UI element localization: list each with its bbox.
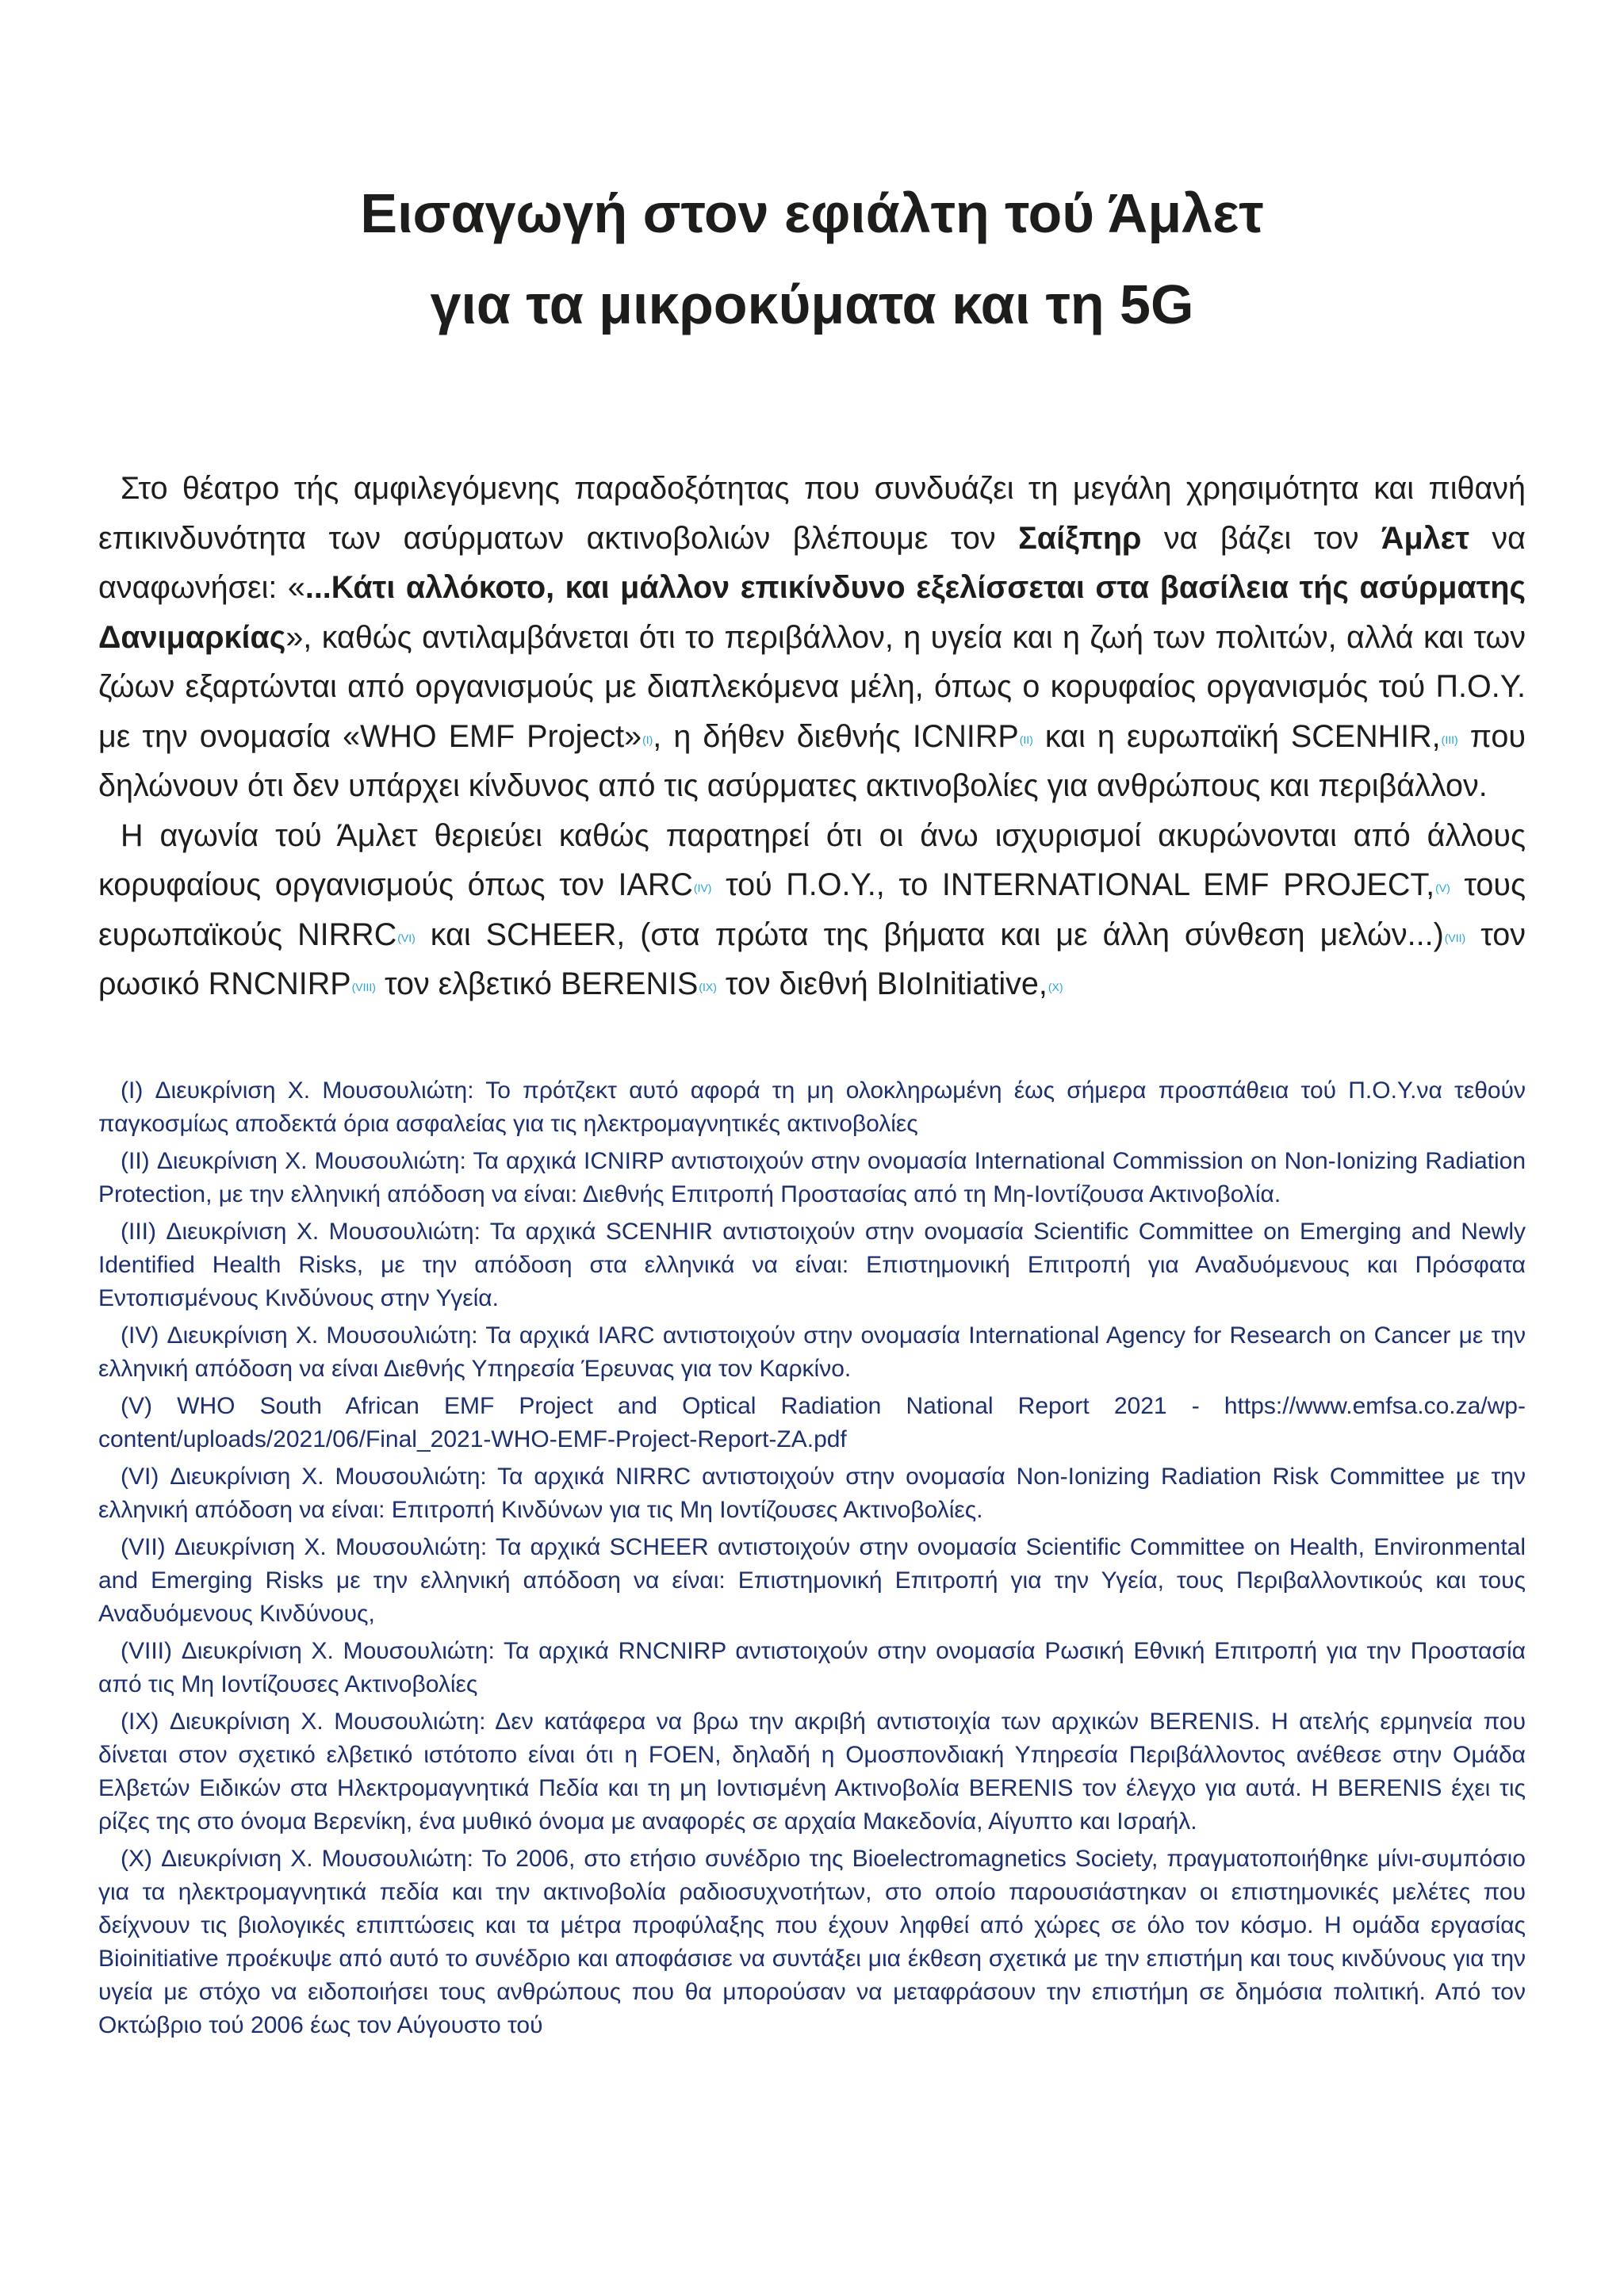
- body-text: [98, 464, 1526, 1009]
- footnote-item: (IX) Διευκρίνιση Χ. Μουσουλιώτη: Δεν κατάφερα να βρω την ακριβή αντιστοιχία των αρχικών BERENIS. Η ατελής ερμηνεία που δίνεται στον σχετικό ελβετικό ιστότοπο είναι ότι η FOEN, δηλαδή η Ομοσπονδιακή Υπηρεσία Περιβάλλοντος ανέθεσε στην Ομάδα Ελβετών Ειδικών στα Ηλεκτρομαγνητικά Πεδία και τη μη Ιοντισμένη Ακτινοβολία BERENIS τον έλεγχο για αυτά. Η BERENIS έχει τις ρίζες της στο όνομα Βερενίκη, ένα μυθικό όνομα με αναφορές σε αρχαία Μακεδονία, Αίγυπτο και Ισραήλ.: [98, 1709, 1526, 1835]
- text-segment: τού Π.Ο.Υ., το INTERNATIONAL EMF PROJECT,: [711, 867, 1435, 902]
- text-segment: και η ευρωπαϊκή SCENHIR,: [1032, 718, 1441, 754]
- footnote-item: (III) Διευκρίνιση Χ. Μουσουλιώτη: Τα αρχικά SCENHIR αντιστοιχούν στην ονομασία Scientific Committee on Emerging and Newly Identified Health Risks, με την απόδοση στα ελληνικά να είναι: Επιστημονική Επιτροπή για Αναδυόμενους και Πρόσφατα Εντοπισμένους Κινδύνους στην Υγεία.: [98, 1219, 1526, 1311]
- text-segment: », καθώς αντιλαμβάνεται ότι το περιβάλλον, η υγεία και η ζωή των πολιτών, αλλά και των ζώων εξαρτώνται από οργανισμούς με διαπλεκόμενα μέλη, όπως ο κορυφαίος οργανισμός τού Π.Ο.Υ. με την ονομασία «WHO EMF Project»: [98, 619, 1526, 754]
- footnote-item: (X) Διευκρίνιση Χ. Μουσουλιώτη: Το 2006, στο ετήσιο συνέδριο της Bioelectromagnetics Society, πραγματοποιήθηκε μίνι-συμπόσιο για τα ηλεκτρομαγνητικά πεδία και την ακτινοβολία ραδιοσυχνοτήτων, στο οποίο παρουσιάστηκαν οι επιστημονικές μελέτες που δείχνουν τις βιολογικές επιπτώσεις και τα μέτρα προφύλαξης που έχουν ληφθεί από χώρες σε όλο τον κόσμο. Η ομάδα εργασίας Bioinitiative προέκυψε από αυτό το συνέδριο και αποφάσισε να συντάξει μια έκθεση σχετικά με την επιστήμη και τους κινδύνους για την υγεία με στόχο να ειδοποιήσει τους ανθρώπους που θα μπορούσαν να μεταφράσουν την επιστήμη σε δημόσια πολιτική. Από τον Οκτώβριο τού 2006 έως τον Αύγουστο τού: [98, 1846, 1526, 2038]
- text-segment: τον ελβετικό BERENIS: [375, 966, 699, 1001]
- footnote-reference: (III): [1441, 733, 1458, 746]
- footnote-reference: (IV): [693, 882, 712, 894]
- footnote-item: (VII) Διευκρίνιση Χ. Μουσουλιώτη: Τα αρχικά SCHEER αντιστοιχούν στην ονομασία Scientific Committee on Health, Environmental and Emerging Risks με την ελληνική απόδοση να είναι: Επιστημονική Επιτροπή για την Υγεία, τους Περιβαλλοντικούς και τους Αναδυόμενους Κινδύνους,: [98, 1534, 1526, 1627]
- footnote-reference: (VI): [397, 931, 416, 944]
- title-line-1: Εισαγωγή στον εφιάλτη τού Άμλετ: [360, 182, 1264, 244]
- footnote-reference: (X): [1048, 981, 1063, 993]
- text-segment: και SCHEER, (στα πρώτα της βήματα και με άλλη σύνθεση μελών...): [415, 916, 1444, 952]
- text-segment: τους ευρωπαϊκούς NIRRC: [98, 867, 1526, 952]
- body-paragraph-1: [98, 464, 1526, 811]
- footnote-reference: (II): [1019, 733, 1033, 746]
- footnote-item: (VI) Διευκρίνιση Χ. Μουσουλιώτη: Τα αρχικά NIRRC αντιστοιχούν στην ονομασία Non-Ionizing Radiation Risk Committee με την ελληνική απόδοση να είναι: Επιτροπή Κινδύνων για τις Μη Ιοντίζουσες Ακτινοβολίες.: [98, 1464, 1526, 1523]
- text-segment: τον ρωσικό RNCNIRP: [98, 916, 1526, 1001]
- text-segment: , η δήθεν διεθνής ICNIRP: [653, 718, 1019, 754]
- footnote-reference: (VIII): [351, 981, 376, 993]
- page-title: [0, 168, 1624, 350]
- footnote-item: (IV) Διευκρίνιση Χ. Μουσουλιώτη: Τα αρχικά IARC αντιστοιχούν στην ονομασία International Agency for Research on Cancer με την ελληνική απόδοση να είναι Διεθνής Υπηρεσία Έρευνας για τον Καρκίνο.: [98, 1322, 1526, 1382]
- bold-text: Άμλετ: [1381, 520, 1469, 556]
- footnotes: [98, 1074, 1526, 2046]
- bold-text: Σαίξπηρ: [1018, 520, 1142, 556]
- text-segment: Η αγωνία τού Άμλετ θεριεύει καθώς παρατηρεί ότι οι άνω ισχυρισμοί ακυρώνονται από άλλους κορυφαίους οργανισμούς όπως τον IARC: [98, 817, 1526, 902]
- footnote-item: (VIII) Διευκρίνιση Χ. Μουσουλιώτη: Τα αρχικά RNCNIRP αντιστοιχούν στην ονομασία Ρωσική Εθνική Επιτροπή για την Προστασία από τις Μη Ιοντίζουσες Ακτινοβολίες: [98, 1638, 1526, 1697]
- text-segment: να αναφωνήσει: «: [98, 520, 1526, 605]
- bold-text: ...Κάτι αλλόκοτο, και μάλλον επικίνδυνο εξελίσσεται στα βασίλεια τής ασύρματης Δανιμαρκίας: [98, 570, 1526, 655]
- footnote-reference: (V): [1435, 882, 1450, 894]
- footnote-item: (II) Διευκρίνιση Χ. Μουσουλιώτη: Τα αρχικά ICNIRP αντιστοιχούν στην ονομασία International Commission on Non-Ionizing Radiation Protection, με την ελληνική απόδοση να είναι: Διεθνής Επιτροπή Προστασίας από τη Μη-Ιοντίζουσα Ακτινοβολία.: [98, 1148, 1526, 1207]
- footnote-reference: (IX): [699, 981, 717, 993]
- text-segment: Στο θέατρο τής αμφιλεγόμενης παραδοξότητας που συνδυάζει τη μεγάλη χρησιμότητα και πιθανή επικινδυνότητα των ασύρματων ακτινοβολιών βλέπουμε τον: [98, 471, 1526, 556]
- text-segment: τον διεθνή BIoInitiative,: [716, 966, 1048, 1001]
- footnote-reference: (I): [642, 733, 653, 746]
- body-paragraph-2: [98, 811, 1526, 1009]
- footnote-reference: (VII): [1444, 931, 1466, 944]
- text-segment: να βάζει τον: [1141, 520, 1381, 556]
- title-line-2: για τα μικροκύματα και τη 5G: [430, 274, 1194, 335]
- footnote-item: (I) Διευκρίνιση Χ. Μουσουλιώτη: Το πρότζεκτ αυτό αφορά τη μη ολοκληρωμένη έως σήμερα προσπάθεια τού Π.Ο.Υ.να τεθούν παγκοσμίως αποδεκτά όρια ασφαλείας για τις ηλεκτρομαγνητικές ακτινοβολίες: [98, 1077, 1526, 1137]
- text-segment: που δηλώνουν ότι δεν υπάρχει κίνδυνος από τις ασύρματες ακτινοβολίες για ανθρώπους και περιβάλλον.: [98, 718, 1526, 803]
- footnote-item: (V) WHO South African EMF Project and Optical Radiation National Report 2021 - https://www.emfsa.co.za/wp-content/uploads/2021/06/Final_2021-WHO-EMF-Project-Report-ZA.pdf: [98, 1393, 1526, 1452]
